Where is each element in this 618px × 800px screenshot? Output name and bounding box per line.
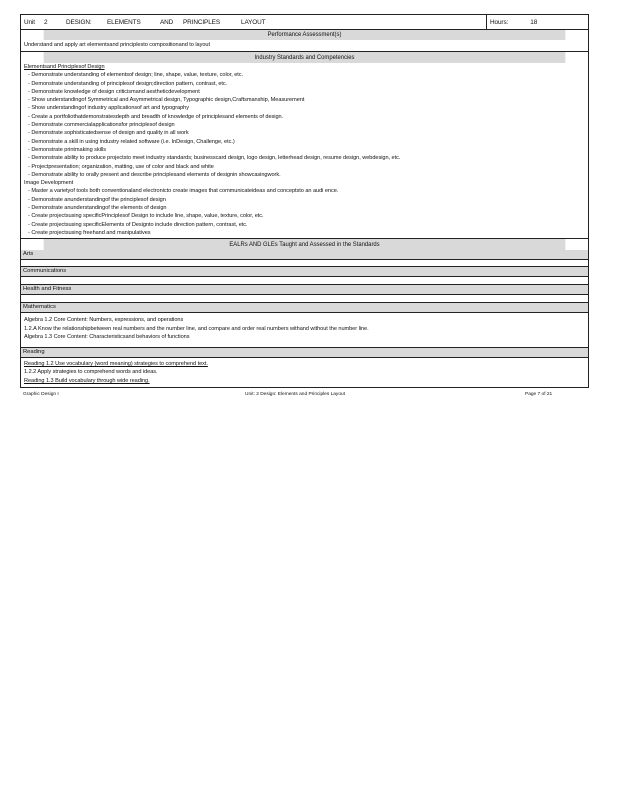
unit-title-cell	[21, 15, 487, 29]
image-item: - Create projectsusing specificPrinciplesof Design to include line, shape, value, texture, color, etc.	[28, 213, 264, 220]
unit-number: 2	[44, 18, 48, 26]
elements-item: - Demonstrate printmaking skills	[28, 146, 106, 153]
image-item: - Demonstrate anunderstandingof the principlesof design	[28, 196, 166, 203]
hours-label: Hours:	[490, 18, 509, 26]
image-item: - Create projectsusing specificElements of Designto include direction pattern, contrast, etc.	[28, 221, 248, 228]
reading-item: Reading 1.3 Build vocabulary through wide reading.	[24, 377, 150, 384]
page-footer	[20, 391, 589, 398]
image-item: - Create projectsusing freehand and manipulatives	[28, 229, 151, 236]
unit-title-word-1: DESIGN:	[66, 18, 92, 26]
math-section	[21, 313, 588, 348]
math-item: Algebra 1.2 Core Content: Numbers, expressions, and operations	[24, 317, 184, 324]
elements-item: - Projectpresentation; organization, matting, use of color and black and white	[28, 163, 214, 170]
math-item: Algebra 1.3 Core Content: Characteristicsand behaviors of functions	[24, 333, 190, 340]
image-item: - Master a varietyof tools both conventionaland electronicto create images that communicateideas and conceptsto an audi ence.	[28, 188, 339, 195]
elements-item: - Show understandingof Symmetrical and Asymmetrical design, Typographic design,Craftsmanship, Measurement	[28, 97, 305, 104]
ealrs-band: EALRs AND GLEs Taught and Assessed in the Standards	[44, 239, 566, 250]
industry-band: Industry Standards and Competencies	[44, 52, 566, 63]
reading-section	[21, 358, 588, 388]
elements-heading: Elementsand Principlesof Design	[24, 64, 105, 70]
reading-item: 1.2.2 Apply strategies to comprehend words and ideas.	[24, 369, 158, 376]
curriculum-page	[20, 14, 589, 398]
math-label: Mathematics	[21, 303, 588, 313]
elements-item: - Demonstrate sophisticatedsense of design and quality in all work	[28, 130, 189, 137]
curriculum-table	[20, 14, 589, 388]
unit-title-word-2: ELEMENTS	[107, 18, 141, 26]
elements-item: - Demonstrate ability to orally present and describe principlesand elements of designin showcasingwork.	[28, 171, 281, 178]
image-heading: Image Development	[24, 180, 74, 187]
image-item: - Demonstrate anunderstandingof the elements of design	[28, 205, 167, 212]
hours-cell	[487, 15, 588, 29]
elements-item: - Demonstrate a skill in using industry related software (i.e. InDesign, Challenge, etc.)	[28, 138, 235, 145]
communications-content	[21, 277, 588, 285]
communications-label: Communications	[21, 267, 588, 277]
unit-label: Unit	[24, 18, 35, 26]
footer-page-number: Page 7 of 21	[525, 392, 553, 398]
unit-title-word-4: PRINCIPLES	[183, 18, 221, 26]
elements-item: - Demonstrate commercialapplicationsfor principlesof design	[28, 122, 175, 129]
reading-item: Reading 1.2 Use vocabulary (word meaning) strategies to comprehend text.	[24, 361, 208, 368]
reading-label: Reading	[21, 348, 588, 358]
arts-label: Arts	[21, 250, 588, 260]
performance-text: Understand and apply art elementsand principlesto compositionand to layout	[21, 40, 588, 52]
math-item: 1.2.A Know the relationshipbetween real numbers and the number line, and compare and order real numbers withand without the number line.	[24, 325, 369, 332]
elements-item: - Demonstrate ability to produce projectsto meet industry standards; businesscard design, logo design, letterhead design, resume design, webdesign, etc.	[28, 155, 401, 162]
elements-item: - Demonstrate understanding of principlesof design;direction pattern, contrast, etc.	[28, 80, 228, 87]
health-label: Health and Fitness	[21, 285, 588, 295]
performance-band: Performance Assessment(s)	[44, 30, 566, 40]
elements-item: - Create a portfoliothatdemonstratesdepth and breadth of knowledge of principlesand elements of design.	[28, 113, 284, 120]
health-content	[21, 295, 588, 303]
unit-title-word-3: AND	[160, 18, 174, 26]
hours-value: 18	[530, 18, 538, 26]
unit-title-word-5: LAYOUT	[241, 18, 266, 26]
unit-header-row	[21, 15, 588, 30]
elements-item: - Demonstrate knowledge of design criticismand aestheticdevelopment	[28, 88, 200, 95]
arts-content	[21, 260, 588, 267]
footer-course: Graphic Design I	[23, 392, 59, 398]
elements-item: - Show understandingof industry applicationsof art and typography	[28, 105, 189, 112]
footer-unit: Unit: 2 Design: Elements and Principles Layout	[245, 392, 345, 398]
elements-item: - Demonstrate understanding of elementsof design; line, shape, value, texture, color, etc.	[28, 72, 244, 79]
industry-section	[21, 63, 588, 239]
